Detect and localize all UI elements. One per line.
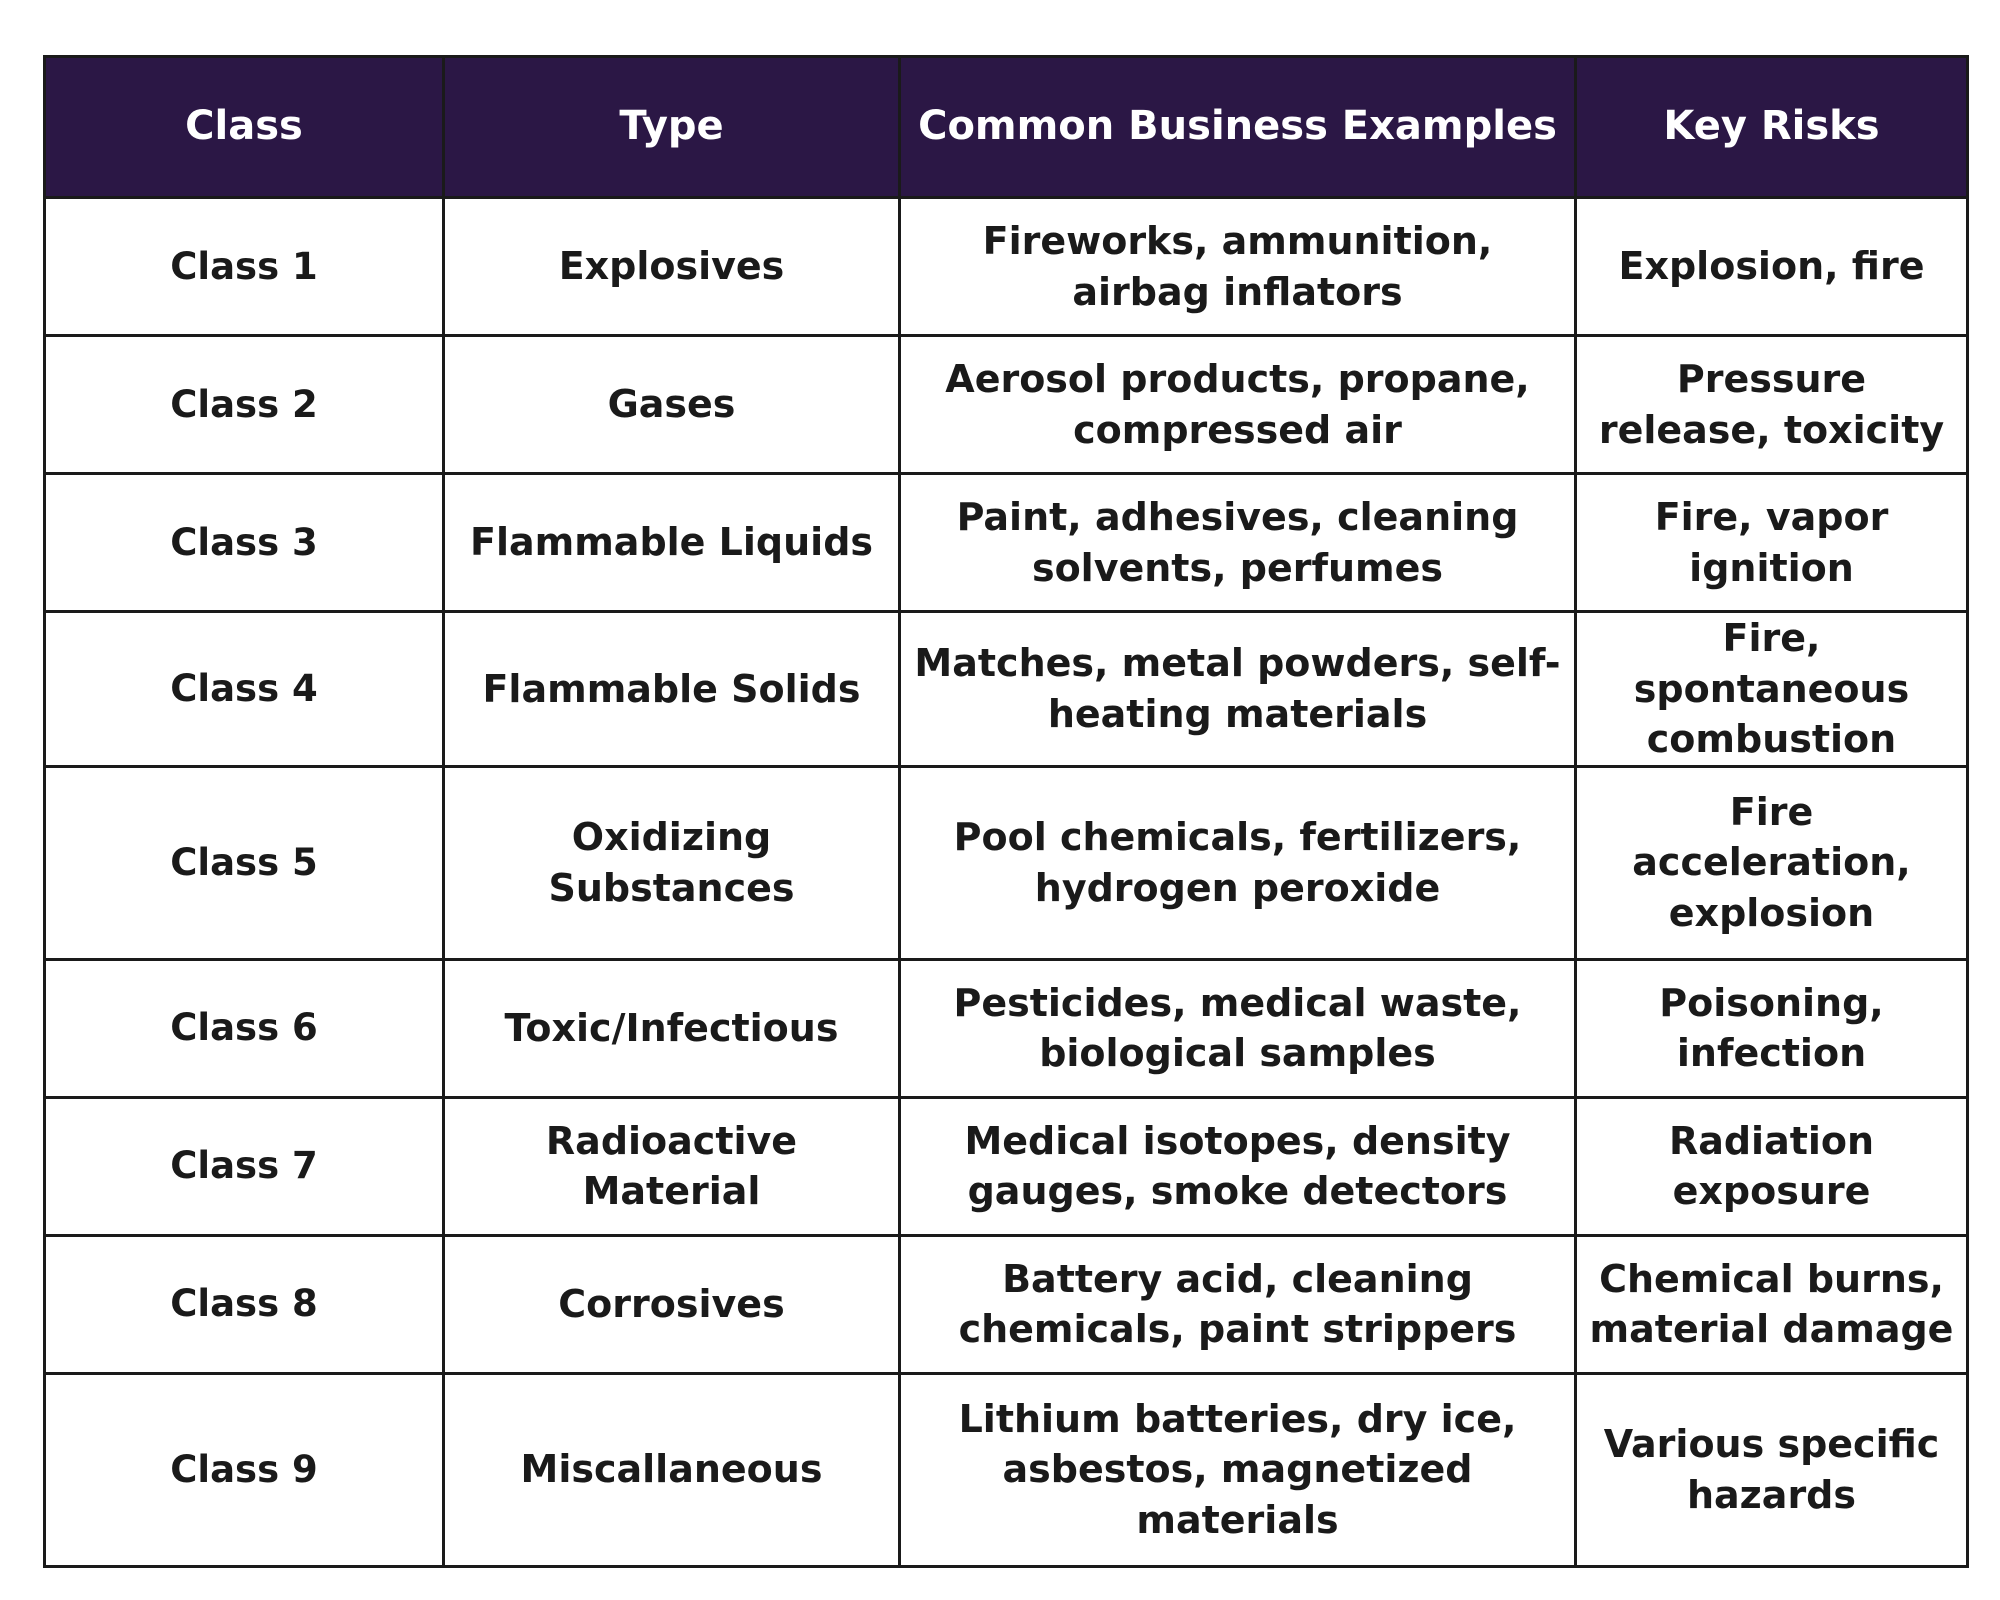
table-row	[45, 612, 1968, 767]
table-row	[45, 336, 1968, 474]
class-cell: Class 1	[45, 198, 444, 336]
class-cell: Class 8	[45, 1235, 444, 1373]
type-cell: Oxidizing Substances	[444, 766, 900, 959]
table-row	[45, 1097, 1968, 1235]
class-cell: Class 6	[45, 959, 444, 1097]
table-row	[45, 198, 1968, 336]
header-type: Type	[444, 57, 900, 198]
table-row	[45, 959, 1968, 1097]
type-cell: Gases	[444, 336, 900, 474]
examples-cell: Pool chemicals, fertilizers, hydrogen peroxide	[900, 766, 1576, 959]
examples-cell: Battery acid, cleaning chemicals, paint strippers	[900, 1235, 1576, 1373]
risks-cell: Chemical burns, material damage	[1576, 1235, 1968, 1373]
table-body	[45, 198, 1968, 1567]
risks-cell: Fire, spontaneous combustion	[1576, 612, 1968, 767]
type-cell: Toxic/Infectious	[444, 959, 900, 1097]
class-cell: Class 7	[45, 1097, 444, 1235]
class-cell: Class 5	[45, 766, 444, 959]
type-cell: Flammable Solids	[444, 612, 900, 767]
examples-cell: Matches, metal powders, self-heating materials	[900, 612, 1576, 767]
table-row	[45, 766, 1968, 959]
risks-cell: Radiation exposure	[1576, 1097, 1968, 1235]
header-examples: Common Business Examples	[900, 57, 1576, 198]
risks-cell: Explosion, fire	[1576, 198, 1968, 336]
hazard-classes-table	[43, 55, 1969, 1568]
class-cell: Class 2	[45, 336, 444, 474]
risks-cell: Fire acceleration, explosion	[1576, 766, 1968, 959]
examples-cell: Lithium batteries, dry ice, asbestos, magnetized materials	[900, 1373, 1576, 1566]
examples-cell: Medical isotopes, density gauges, smoke detectors	[900, 1097, 1576, 1235]
header-class: Class	[45, 57, 444, 198]
risks-cell: Various specific hazards	[1576, 1373, 1968, 1566]
examples-cell: Pesticides, medical waste, biological samples	[900, 959, 1576, 1097]
table-header	[45, 57, 1968, 198]
table-row	[45, 1235, 1968, 1373]
type-cell: Radioactive Material	[444, 1097, 900, 1235]
examples-cell: Paint, adhesives, cleaning solvents, perfumes	[900, 474, 1576, 612]
class-cell: Class 9	[45, 1373, 444, 1566]
header-row	[45, 57, 1968, 198]
header-risks: Key Risks	[1576, 57, 1968, 198]
class-cell: Class 3	[45, 474, 444, 612]
type-cell: Explosives	[444, 198, 900, 336]
type-cell: Miscallaneous	[444, 1373, 900, 1566]
type-cell: Corrosives	[444, 1235, 900, 1373]
table-row	[45, 1373, 1968, 1566]
risks-cell: Fire, vapor ignition	[1576, 474, 1968, 612]
type-cell: Flammable Liquids	[444, 474, 900, 612]
class-cell: Class 4	[45, 612, 444, 767]
examples-cell: Aerosol products, propane, compressed air	[900, 336, 1576, 474]
table-row	[45, 474, 1968, 612]
examples-cell: Fireworks, ammunition, airbag inflators	[900, 198, 1576, 336]
risks-cell: Pressure release, toxicity	[1576, 336, 1968, 474]
risks-cell: Poisoning, infection	[1576, 959, 1968, 1097]
